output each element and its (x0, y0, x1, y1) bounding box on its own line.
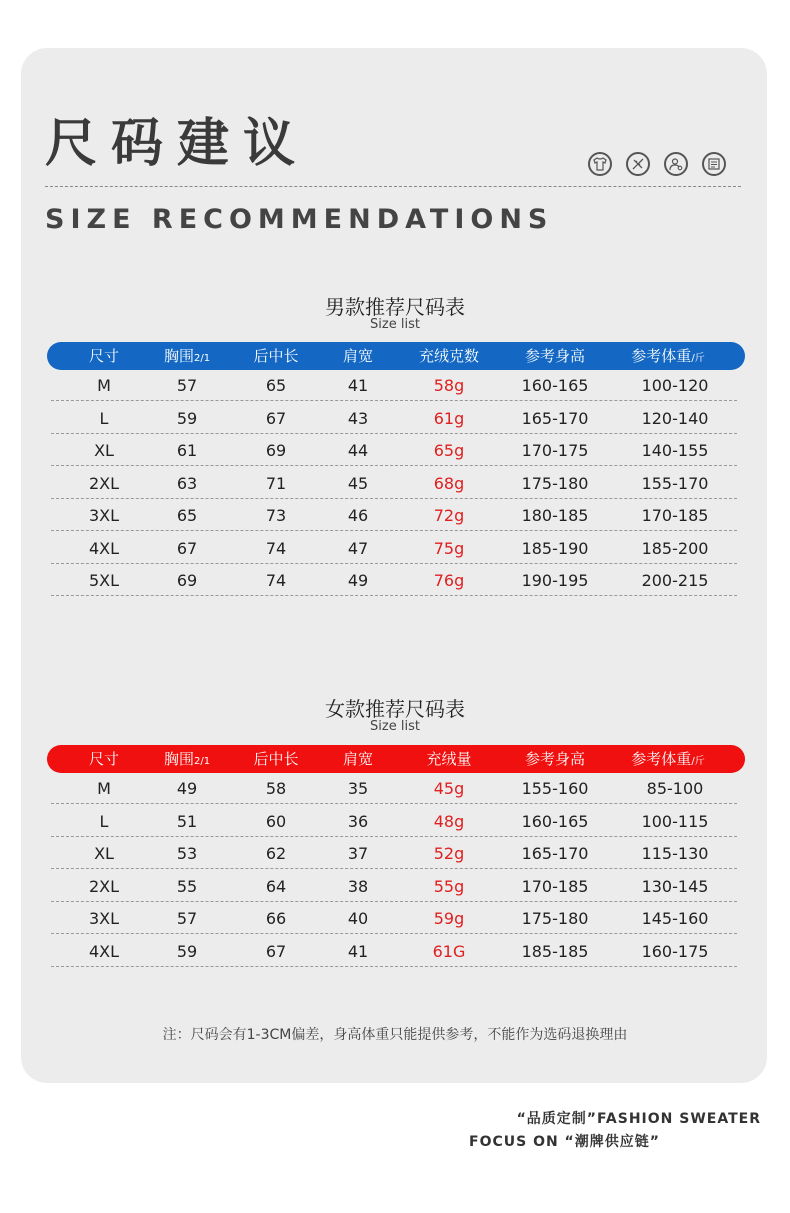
table-cell: 72g (433, 506, 465, 525)
size-note: 注：尺码会有1-3CM偏差，身高体重只能提供参考，不能作为选码退换理由 (162, 1027, 628, 1043)
table-cell: 3XL (88, 506, 120, 525)
page-subtitle: SIZE RECOMMENDATIONS (45, 204, 554, 235)
table-row (51, 869, 737, 902)
table-cell: 65 (265, 376, 287, 395)
table-row (51, 401, 737, 434)
table-cell: 37 (347, 844, 369, 863)
table-cell: 170-175 (521, 441, 589, 460)
table-cell: 61 (176, 441, 198, 460)
table-cell: 40 (347, 909, 369, 928)
table-cell: 140-155 (641, 441, 709, 460)
table-cell: 170-185 (521, 876, 589, 896)
table-cell: 100-115 (641, 811, 709, 831)
table-cell: 160-165 (521, 811, 589, 831)
table-row (51, 804, 737, 837)
table-cell: 53 (176, 844, 198, 863)
table-cell: 145-160 (641, 909, 709, 928)
column-label: 胸围 (163, 750, 194, 768)
column-label: 充绒克数 (418, 347, 480, 365)
pencil-ruler-icon (626, 152, 650, 176)
table-cell: 130-145 (641, 876, 709, 896)
table-cell: 67 (265, 941, 287, 961)
women-table-subtitle: Size list (370, 719, 420, 734)
column-label: 后中长 (253, 347, 299, 365)
table-cell: 120-140 (641, 408, 709, 428)
table-cell: 200-215 (641, 571, 709, 590)
table-cell: 63 (176, 473, 198, 493)
table-cell: 165-170 (521, 844, 589, 863)
table-cell: 49 (347, 571, 369, 590)
table-cell: 190-195 (521, 571, 589, 590)
table-cell: 48g (433, 811, 465, 831)
table-cell: L (99, 408, 109, 428)
table-cell: 59 (176, 408, 198, 428)
table-cell: 44 (347, 441, 369, 460)
table-cell: 175-180 (521, 909, 589, 928)
column-header (631, 342, 704, 370)
footer-slogan: “品质定制”FASHION SWEATER (516, 1111, 761, 1127)
column-label: 充绒量 (426, 750, 472, 768)
table-cell: 51 (176, 811, 198, 831)
table-cell: 175-180 (521, 473, 589, 493)
table-cell: 185-190 (521, 538, 589, 558)
table-row (51, 433, 737, 466)
table-cell: 43 (347, 408, 369, 428)
table-cell: 67 (265, 408, 287, 428)
table-cell: XL (94, 844, 114, 863)
table-cell: 115-130 (641, 844, 709, 863)
column-label: 肩宽 (342, 750, 374, 768)
table-cell: 73 (265, 506, 287, 525)
table-cell: 165-170 (521, 408, 589, 428)
table-cell: 185-200 (641, 538, 709, 558)
table-cell: 155-170 (641, 473, 709, 493)
table-cell: 65g (433, 441, 465, 460)
table-cell: 65 (176, 506, 198, 525)
column-header (343, 342, 373, 370)
table-row (51, 368, 737, 401)
table-cell: 58g (433, 376, 465, 395)
column-label: 后中长 (253, 750, 299, 768)
title-divider (45, 186, 741, 187)
column-header (164, 342, 210, 370)
column-header (253, 745, 298, 773)
table-row (51, 901, 737, 934)
table-cell: 41 (347, 941, 369, 961)
column-label: 参考体重 (631, 347, 692, 365)
table-cell: XL (94, 441, 114, 460)
table-cell: 52g (433, 844, 465, 863)
men-table-header (47, 342, 745, 370)
column-header (89, 745, 119, 773)
table-row (51, 836, 737, 869)
table-row (51, 563, 737, 596)
table-cell: 75g (433, 538, 465, 558)
column-header (426, 745, 471, 773)
column-header (525, 342, 585, 370)
table-cell: M (97, 779, 111, 798)
table-cell: 45 (347, 473, 369, 493)
table-cell: 36 (347, 811, 369, 831)
table-cell: 67 (176, 538, 198, 558)
table-cell: 170-185 (641, 506, 709, 525)
table-cell: 4XL (88, 941, 120, 961)
table-cell: 160-175 (641, 941, 709, 961)
table-cell: 55 (176, 876, 198, 896)
column-header (89, 342, 119, 370)
table-cell: 85-100 (646, 779, 704, 798)
column-label: 肩宽 (342, 347, 374, 365)
table-row (51, 466, 737, 499)
table-cell: 160-165 (521, 376, 589, 395)
table-cell: 155-160 (521, 779, 589, 798)
table-cell: 69 (265, 441, 287, 460)
table-cell: 59g (433, 909, 465, 928)
table-row (51, 934, 737, 967)
page-title: 尺码建议 (45, 114, 310, 174)
user-gear-icon (664, 152, 688, 176)
column-unit: /斤 (691, 756, 705, 767)
column-header (343, 745, 373, 773)
column-label: 尺寸 (88, 347, 120, 365)
table-cell: M (97, 376, 111, 395)
table-cell: 35 (347, 779, 369, 798)
table-cell: 64 (265, 876, 287, 896)
table-cell: 47 (347, 538, 369, 558)
column-label: 参考体重 (631, 750, 692, 768)
column-unit: 2/1 (193, 353, 211, 364)
column-header (525, 745, 585, 773)
table-cell: 66 (265, 909, 287, 928)
table-row (51, 771, 737, 804)
column-header (253, 342, 298, 370)
column-header (419, 342, 479, 370)
women-table-header (47, 745, 745, 773)
document-icon (702, 152, 726, 176)
column-header (631, 745, 704, 773)
table-cell: 69 (176, 571, 198, 590)
column-header (164, 745, 210, 773)
table-cell: 49 (176, 779, 198, 798)
table-cell: 71 (265, 473, 287, 493)
tshirt-icon (588, 152, 612, 176)
table-cell: 45g (433, 779, 465, 798)
column-label: 尺寸 (88, 750, 120, 768)
table-cell: 61G (432, 941, 466, 961)
table-row (51, 498, 737, 531)
table-cell: 3XL (88, 909, 120, 928)
table-cell: 57 (176, 909, 198, 928)
table-cell: 38 (347, 876, 369, 896)
table-cell: 100-120 (641, 376, 709, 395)
table-cell: 5XL (88, 571, 120, 590)
table-cell: 180-185 (521, 506, 589, 525)
table-cell: 76g (433, 571, 465, 590)
table-cell: 55g (433, 876, 465, 896)
column-unit: /斤 (691, 353, 705, 364)
table-cell: 57 (176, 376, 198, 395)
men-table-subtitle: Size list (370, 317, 420, 332)
table-cell: L (99, 811, 109, 831)
table-cell: 61g (433, 408, 465, 428)
column-label: 胸围 (163, 347, 194, 365)
column-label: 参考身高 (524, 347, 586, 365)
table-cell: 58 (265, 779, 287, 798)
column-label: 参考身高 (524, 750, 586, 768)
column-unit: 2/1 (193, 756, 211, 767)
table-cell: 68g (433, 473, 465, 493)
table-cell: 62 (265, 844, 287, 863)
table-cell: 41 (347, 376, 369, 395)
table-cell: 4XL (88, 538, 120, 558)
table-cell: 74 (265, 538, 287, 558)
footer-focus: FOCUS ON “潮牌供应链” (469, 1134, 660, 1150)
table-cell: 74 (265, 571, 287, 590)
men-table-title: 男款推荐尺码表 (325, 295, 465, 319)
table-cell: 60 (265, 811, 287, 831)
table-cell: 46 (347, 506, 369, 525)
table-cell: 185-185 (521, 941, 589, 961)
women-table-title: 女款推荐尺码表 (325, 697, 465, 721)
table-cell: 2XL (88, 876, 120, 896)
table-cell: 2XL (88, 473, 120, 493)
table-cell: 59 (176, 941, 198, 961)
icon-row (588, 152, 726, 176)
table-row (51, 531, 737, 564)
